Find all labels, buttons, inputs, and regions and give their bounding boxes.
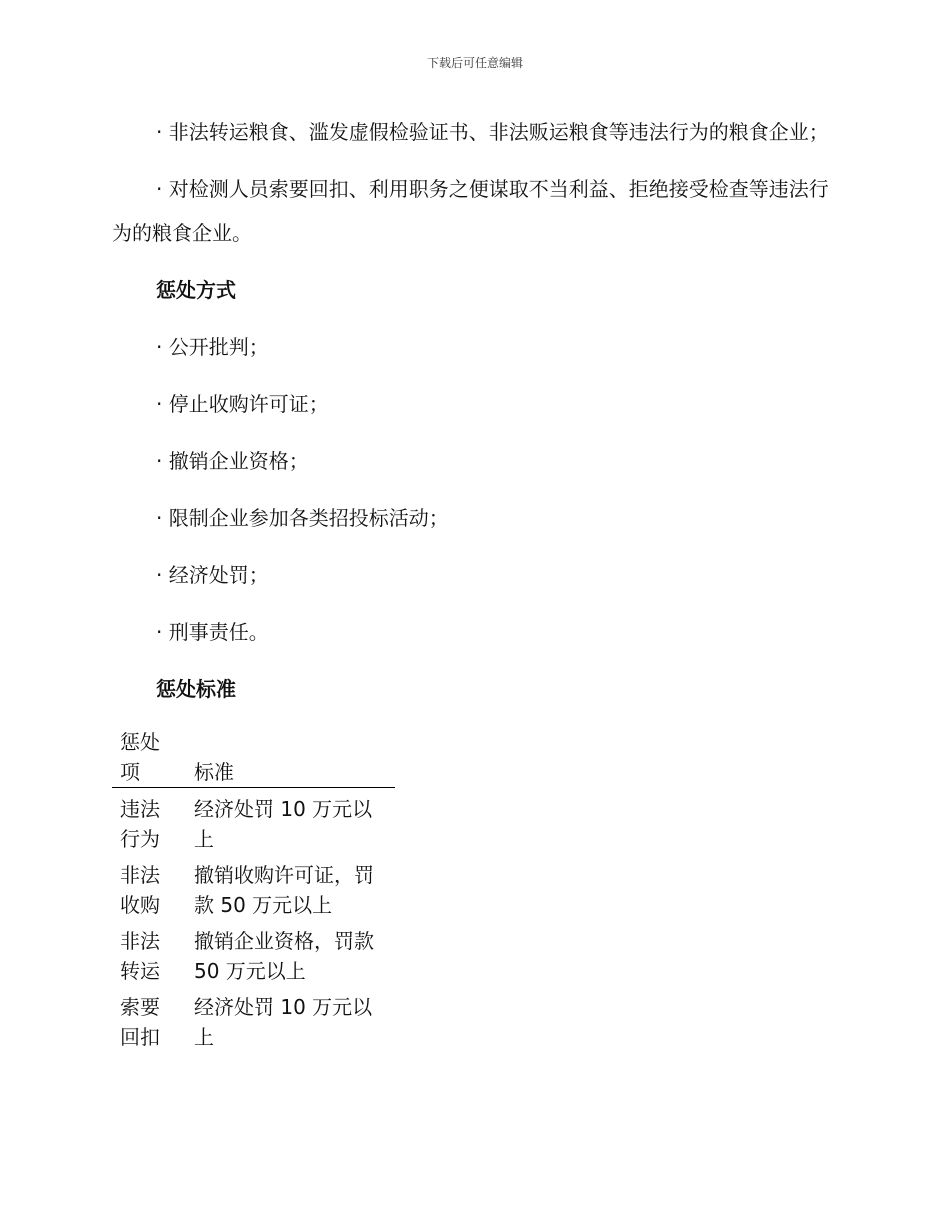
row-standard-cell: 经济处罚 10 万元以上 — [194, 797, 373, 851]
row-item-cell: 索要回扣 — [120, 995, 160, 1049]
table-header-row — [112, 724, 395, 788]
methods-heading: 惩处方式 — [156, 278, 236, 302]
standards-heading: 惩处标准 — [156, 677, 236, 701]
standards-table — [112, 724, 395, 1055]
row-item-cell: 违法行为 — [120, 797, 160, 851]
method-item-revoke-qualification: · 撤销企业资格； — [156, 449, 309, 473]
method-item-economic-penalty: · 经济处罚； — [156, 563, 269, 587]
method-item-restrict-bidding: · 限制企业参加各类招投标活动； — [156, 506, 449, 530]
violation-paragraph-2: · 对检测人员索要回扣、利用职务之便谋取不当利益、拒绝接受检查等违法行为的粮食企业。 — [112, 177, 829, 245]
header-penalty-item: 惩处项 — [112, 724, 186, 788]
table-row — [112, 857, 395, 923]
row-standard-cell: 经济处罚 10 万元以上 — [194, 995, 373, 1049]
table-row — [112, 989, 395, 1055]
method-item-stop-license: · 停止收购许可证； — [156, 392, 329, 416]
page-header: 下载后可任意编辑 — [426, 56, 523, 70]
table-row — [112, 923, 395, 989]
row-item-cell: 非法转运 — [120, 929, 160, 983]
method-item-public-criticism: · 公开批判； — [156, 335, 269, 359]
method-item-criminal-liability: · 刑事责任。 — [156, 620, 269, 644]
row-standard-cell: 撤销企业资格，罚款 50 万元以上 — [194, 929, 374, 983]
row-standard-cell: 撤销收购许可证，罚款 50 万元以上 — [194, 863, 374, 917]
violation-paragraph-1: · 非法转运粮食、滥发虚假检验证书、非法贩运粮食等违法行为的粮食企业； — [156, 120, 829, 144]
table-row — [112, 788, 395, 858]
document-body — [112, 110, 832, 1055]
row-item-cell: 非法收购 — [120, 863, 160, 917]
header-standard: 标准 — [186, 724, 395, 788]
